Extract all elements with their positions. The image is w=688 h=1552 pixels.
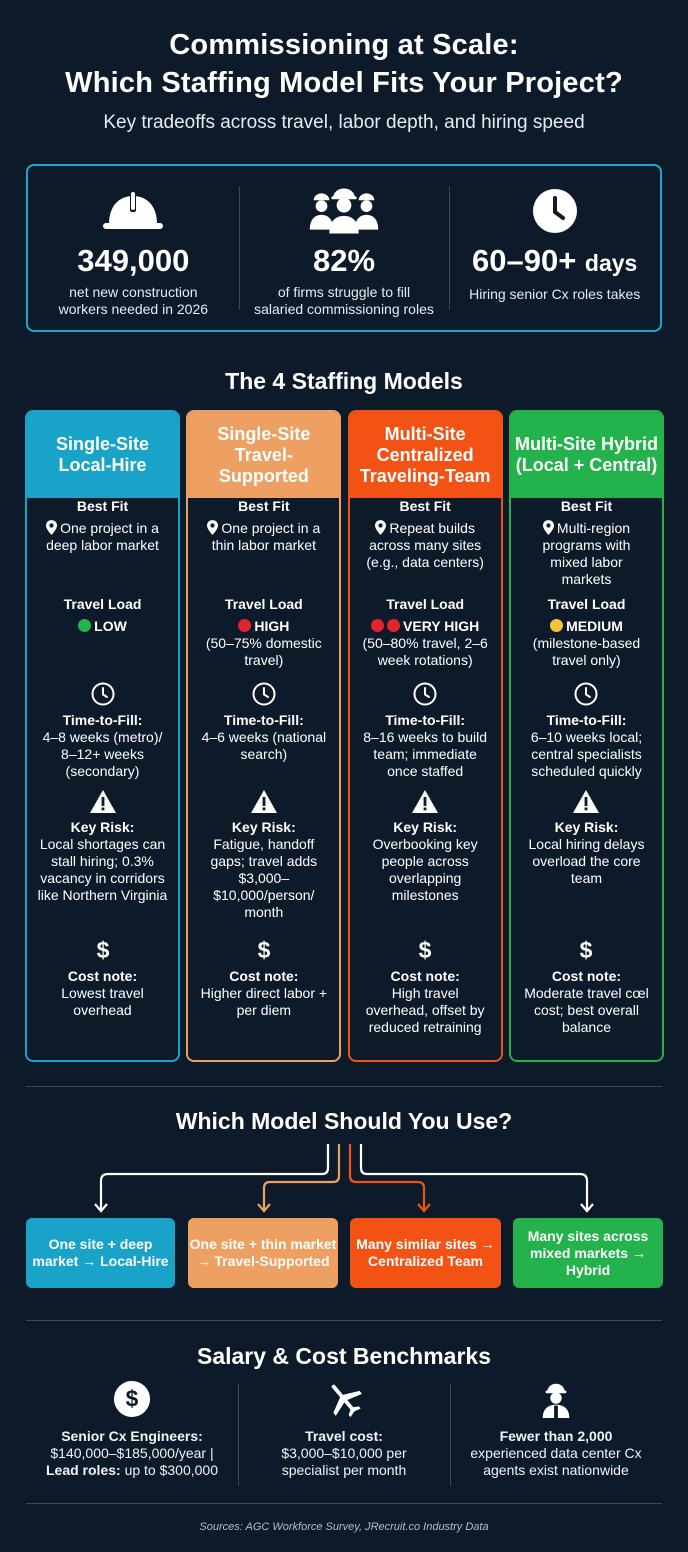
svg-text:$: $ xyxy=(96,938,109,962)
stat-value: 60–90+ xyxy=(471,243,577,278)
best-fit-section xyxy=(27,498,178,554)
section-label: Key Risk: xyxy=(70,819,135,835)
travel-level: LOW xyxy=(94,618,127,634)
travel-detail: (50–80% travel, 2–6 week rotations) xyxy=(362,635,488,668)
stat-value: 349,000 xyxy=(77,243,190,278)
section-label: Time-to-Fill: xyxy=(546,712,627,728)
clock-icon xyxy=(252,682,276,706)
travel-detail: (50–75% domestic travel) xyxy=(205,635,322,668)
benchmark-agents xyxy=(450,1380,662,1490)
page-title xyxy=(0,26,688,102)
travel-level-dot xyxy=(387,619,400,632)
best-fit-section xyxy=(511,498,662,588)
airplane-icon xyxy=(325,1380,363,1418)
model-card-header xyxy=(350,412,501,498)
models-grid xyxy=(25,410,664,1062)
model-card-header xyxy=(27,412,178,498)
benchmarks-section-title: Salary & Cost Benchmarks xyxy=(196,1343,491,1369)
location-pin-icon xyxy=(207,520,218,535)
page-subtitle: Key tradeoffs across travel, labor depth, and hiring speed xyxy=(103,112,585,133)
svg-text:$: $ xyxy=(418,938,432,962)
stat-firms-struggle xyxy=(239,166,450,330)
model-card-body xyxy=(511,498,662,1058)
cost-note-section xyxy=(511,938,662,1036)
stat-label: workers needed in 2026 xyxy=(58,301,209,317)
travel-load-section xyxy=(27,596,178,635)
cost-note-section xyxy=(188,938,339,1019)
section-label: Cost note: xyxy=(229,968,299,984)
travel-level: HIGH xyxy=(254,618,290,634)
title-line-1: Commissioning at Scale: xyxy=(169,29,519,61)
location-pin-icon xyxy=(46,520,57,535)
decision-section-title: Which Model Should You Use? xyxy=(175,1108,513,1134)
section-label: Cost note: xyxy=(67,968,138,984)
time-to-fill-text: 4–6 weeks (national search) xyxy=(201,729,327,762)
model-name: Multi-Site Centralized Traveling-Team xyxy=(359,423,491,486)
benchmark-text: up to $300,000 xyxy=(124,1462,218,1478)
clock-icon xyxy=(574,682,598,706)
decision-centralized-team: Many similar sites → Centralized Team xyxy=(350,1218,501,1288)
model-name: Single-Site Local-Hire xyxy=(55,434,149,475)
section-label: Key Risk: xyxy=(231,819,296,835)
model-card xyxy=(186,410,341,1062)
decision-travel-supported: One site + thin market → Travel-Supported xyxy=(188,1218,338,1288)
benchmark-heading: Fewer than 2,000 xyxy=(499,1428,613,1444)
cost-note-section xyxy=(27,938,178,1019)
stat-label: Hiring senior Cx roles takes xyxy=(469,286,641,302)
stat-hiring-time xyxy=(449,166,660,330)
travel-level-dot xyxy=(238,619,251,632)
stat-value: 82% xyxy=(312,243,376,278)
best-fit-text: Multi-region programs with mixed labor markets xyxy=(542,520,631,587)
benchmark-salary xyxy=(26,1380,238,1490)
model-card xyxy=(348,410,503,1062)
section-divider xyxy=(26,1503,662,1504)
cost-note-section xyxy=(350,938,501,1036)
section-label: Time-to-Fill: xyxy=(223,712,304,728)
section-label: Best Fit xyxy=(76,498,129,514)
models-section-title: The 4 Staffing Models xyxy=(225,368,463,394)
benchmark-heading: Lead roles: xyxy=(45,1462,121,1478)
travel-load-section xyxy=(188,596,339,669)
cost-note-text: Lowest travel overhead xyxy=(61,985,144,1018)
benchmark-travel xyxy=(238,1380,450,1490)
model-name: Single-Site Travel-Supported xyxy=(217,423,311,486)
time-to-fill-section xyxy=(350,682,501,780)
key-risk-section xyxy=(350,790,501,904)
best-fit-text: One project in a deep labor market xyxy=(46,520,159,553)
model-name: Multi-Site Hybrid (Local + Central) xyxy=(514,434,658,475)
section-label: Best Fit xyxy=(238,498,290,514)
cost-note-text: High travel overhead, offset by reduced retraining xyxy=(365,985,485,1035)
section-label: Key Risk: xyxy=(554,819,619,835)
stat-workers-needed xyxy=(28,166,239,330)
dollar-icon xyxy=(113,1380,151,1418)
clock-icon xyxy=(91,682,115,706)
stat-label: salaried commissioning roles xyxy=(254,301,434,317)
clock-icon xyxy=(532,188,578,234)
section-label: Best Fit xyxy=(560,498,613,514)
key-risk-text: Local shortages can stall hiring; 0.3% vacancy in corridors like Northern Virginia xyxy=(37,836,168,903)
model-card-header xyxy=(511,412,662,498)
benchmarks-panel xyxy=(26,1380,662,1490)
section-label: Travel Load xyxy=(63,596,142,612)
travel-level-dot xyxy=(78,619,91,632)
time-to-fill-section xyxy=(27,682,178,780)
section-divider xyxy=(26,1320,662,1321)
benchmark-heading: Travel cost: xyxy=(305,1428,383,1444)
travel-level: VERY HIGH xyxy=(403,618,480,634)
travel-level-dot xyxy=(371,619,384,632)
time-to-fill-text: 4–8 weeks (metro)/ 8–12+ weeks (secondary) xyxy=(42,729,163,779)
title-line-2: Which Staffing Model Fits Your Project? xyxy=(65,67,623,99)
dollar-icon xyxy=(578,938,594,962)
benchmark-heading: Senior Cx Engineers: xyxy=(61,1428,203,1444)
travel-load-section xyxy=(511,596,662,669)
sources-note: Sources: AGC Workforce Survey, JRecruit.co Industry Data xyxy=(199,1521,489,1533)
model-card xyxy=(509,410,664,1062)
cost-note-text: Moderate travel cœl cost; best overall balance xyxy=(524,985,649,1035)
model-card xyxy=(25,410,180,1062)
travel-level: MEDIUM xyxy=(566,618,623,634)
time-to-fill-text: 6–10 weeks local; central specialists scheduled quickly xyxy=(530,729,643,779)
key-risk-section xyxy=(27,790,178,904)
warning-icon xyxy=(251,790,277,813)
best-fit-text: One project in a thin labor market xyxy=(211,520,321,553)
svg-text:$: $ xyxy=(580,938,593,962)
location-pin-icon xyxy=(543,520,554,535)
best-fit-section xyxy=(188,498,339,554)
svg-text:$: $ xyxy=(257,938,271,962)
warning-icon xyxy=(90,790,116,813)
model-card-body xyxy=(350,498,501,1058)
dollar-icon xyxy=(256,938,272,962)
benchmark-text: $3,000–$10,000 per specialist per month xyxy=(281,1445,407,1478)
section-label: Cost note: xyxy=(551,968,622,984)
dollar-icon xyxy=(95,938,111,962)
best-fit-text: Repeat builds across many sites (e.g., data centers) xyxy=(366,520,484,570)
section-label: Time-to-Fill: xyxy=(62,712,143,728)
svg-text:$: $ xyxy=(125,1385,139,1412)
section-divider xyxy=(26,1086,662,1087)
model-card-body xyxy=(27,498,178,1058)
key-risk-text: Local hiring delays overload the core team xyxy=(528,836,645,886)
travel-detail: (milestone-based travel only) xyxy=(532,635,641,668)
section-label: Best Fit xyxy=(399,498,451,514)
time-to-fill-section xyxy=(188,682,339,763)
benchmark-text: $140,000–$185,000/year | xyxy=(50,1445,214,1461)
time-to-fill-section xyxy=(511,682,662,780)
section-label: Key Risk: xyxy=(393,819,458,835)
section-label: Cost note: xyxy=(390,968,460,984)
header xyxy=(0,26,688,134)
section-label: Time-to-Fill: xyxy=(385,712,466,728)
section-label: Travel Load xyxy=(547,596,626,612)
travel-level-dot xyxy=(550,619,563,632)
decision-local-hire: One site + deep market → Local-Hire xyxy=(26,1218,175,1288)
section-label: Travel Load xyxy=(224,596,303,612)
stat-label: of firms struggle to fill xyxy=(277,284,411,300)
key-risk-text: Overbooking key people across overlapping milestones xyxy=(372,836,478,903)
warning-icon xyxy=(412,790,438,813)
model-card-body xyxy=(188,498,339,1058)
warning-icon xyxy=(573,790,599,813)
cost-note-text: Higher direct labor + per diem xyxy=(200,985,328,1018)
workers-group-icon xyxy=(300,188,388,234)
travel-load-section xyxy=(350,596,501,669)
location-pin-icon xyxy=(375,520,386,535)
stat-unit: days xyxy=(584,250,638,276)
stat-label: net new construction xyxy=(69,284,198,300)
best-fit-section xyxy=(350,498,501,571)
key-risk-section xyxy=(188,790,339,921)
key-risk-section xyxy=(511,790,662,887)
section-label: Travel Load xyxy=(386,596,465,612)
decision-hybrid: Many sites across mixed markets → Hybrid xyxy=(513,1218,663,1288)
key-risk-text: Fatigue, handoff gaps; travel adds $3,000–$10,000/person/ month xyxy=(210,836,318,920)
time-to-fill-text: 8–16 weeks to build team; immediate once staffed xyxy=(363,729,488,779)
benchmark-text: experienced data center Cx agents exist nationwide xyxy=(470,1445,642,1478)
decision-flow-arrows xyxy=(0,1140,688,1220)
stats-panel xyxy=(26,164,662,332)
clock-icon xyxy=(413,682,437,706)
dollar-icon xyxy=(417,938,433,962)
hard-hat-icon xyxy=(101,188,165,234)
model-card-header xyxy=(188,412,339,498)
engineer-icon xyxy=(537,1380,575,1418)
